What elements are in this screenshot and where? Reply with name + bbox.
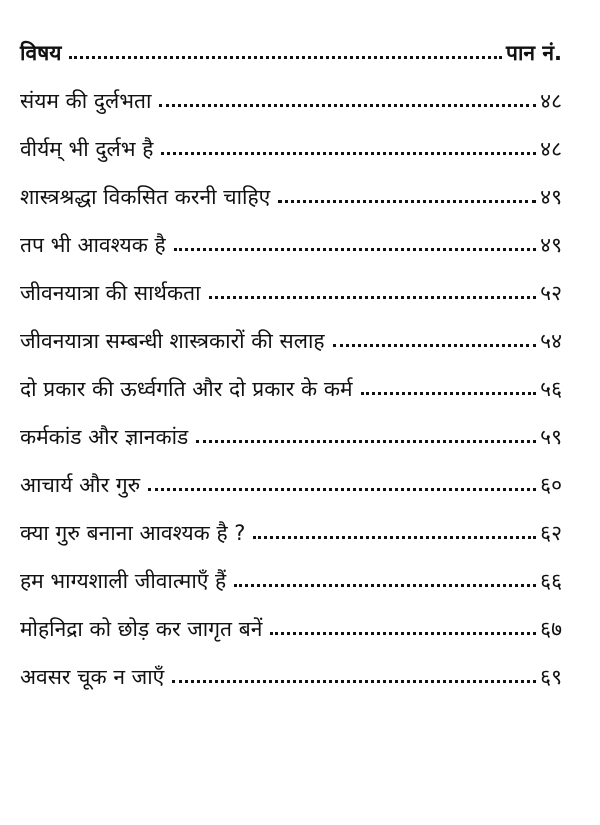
dot-leader	[270, 632, 536, 635]
entry-page-number: ५९	[540, 425, 562, 449]
entry-page-number: ५२	[540, 281, 562, 305]
entry-title: कर्मकांड और ज्ञानकांड	[20, 425, 189, 449]
toc-entry	[20, 112, 562, 160]
dot-leader	[361, 392, 537, 395]
entry-page-number: ४८	[540, 89, 562, 113]
toc-entry	[20, 160, 562, 208]
dot-leader	[174, 248, 537, 251]
entry-title: संयम की दुर्लभता	[20, 89, 152, 113]
table-of-contents	[20, 32, 562, 688]
entry-title: अवसर चूक न जाएँ	[20, 665, 165, 689]
entry-page-number: ६२	[540, 521, 562, 545]
toc-entry	[20, 544, 562, 592]
entry-title: शास्त्रश्रद्धा विकसित करनी चाहिए	[20, 185, 271, 209]
entry-page-number: ५६	[540, 377, 562, 401]
entry-page-number: ६९	[540, 665, 562, 689]
toc-entry	[20, 208, 562, 256]
dot-leader	[333, 344, 537, 347]
dot-leader	[159, 104, 536, 107]
toc-header	[20, 32, 562, 64]
entry-page-number: ६६	[540, 569, 562, 593]
dot-leader	[69, 56, 502, 59]
entry-title: क्या गुरु बनाना आवश्यक है ?	[20, 521, 246, 545]
dot-leader	[196, 440, 536, 443]
entry-page-number: ४८	[540, 137, 562, 161]
entry-title: हम भाग्यशाली जीवात्माएँ हैं	[20, 569, 227, 593]
toc-entry	[20, 448, 562, 496]
entry-page-number: ६०	[540, 473, 562, 497]
subject-column-label: विषय	[20, 41, 62, 65]
dot-leader	[161, 152, 536, 155]
toc-entry	[20, 64, 562, 112]
dot-leader	[234, 584, 536, 587]
entry-page-number: ५४	[540, 329, 562, 353]
entry-page-number: ४९	[540, 233, 562, 257]
entry-title: जीवनयात्रा सम्बन्धी शास्त्रकारों की सलाह	[20, 329, 325, 353]
entry-title: मोहनिद्रा को छोड़ कर जागृत बनें	[20, 617, 263, 641]
entry-page-number: ६७	[540, 617, 562, 641]
toc-entry	[20, 400, 562, 448]
dot-leader	[209, 296, 537, 299]
toc-entry	[20, 592, 562, 640]
toc-entry	[20, 352, 562, 400]
dot-leader	[172, 680, 536, 683]
toc-entry	[20, 640, 562, 688]
dot-leader	[278, 200, 536, 203]
toc-entry	[20, 304, 562, 352]
entry-title: दो प्रकार की ऊर्ध्वगति और दो प्रकार के कर्म	[20, 377, 353, 401]
page-column-label: पान नं.	[506, 41, 562, 65]
entry-title: वीर्यम् भी दुर्लभ है	[20, 137, 154, 161]
toc-entry	[20, 256, 562, 304]
entry-page-number: ४९	[540, 185, 562, 209]
dot-leader	[253, 536, 536, 539]
toc-entry	[20, 496, 562, 544]
entry-title: तप भी आवश्यक है	[20, 233, 166, 257]
entry-title: जीवनयात्रा की सार्थकता	[20, 281, 201, 305]
dot-leader	[148, 488, 536, 491]
entry-title: आचार्य और गुरु	[20, 473, 141, 497]
